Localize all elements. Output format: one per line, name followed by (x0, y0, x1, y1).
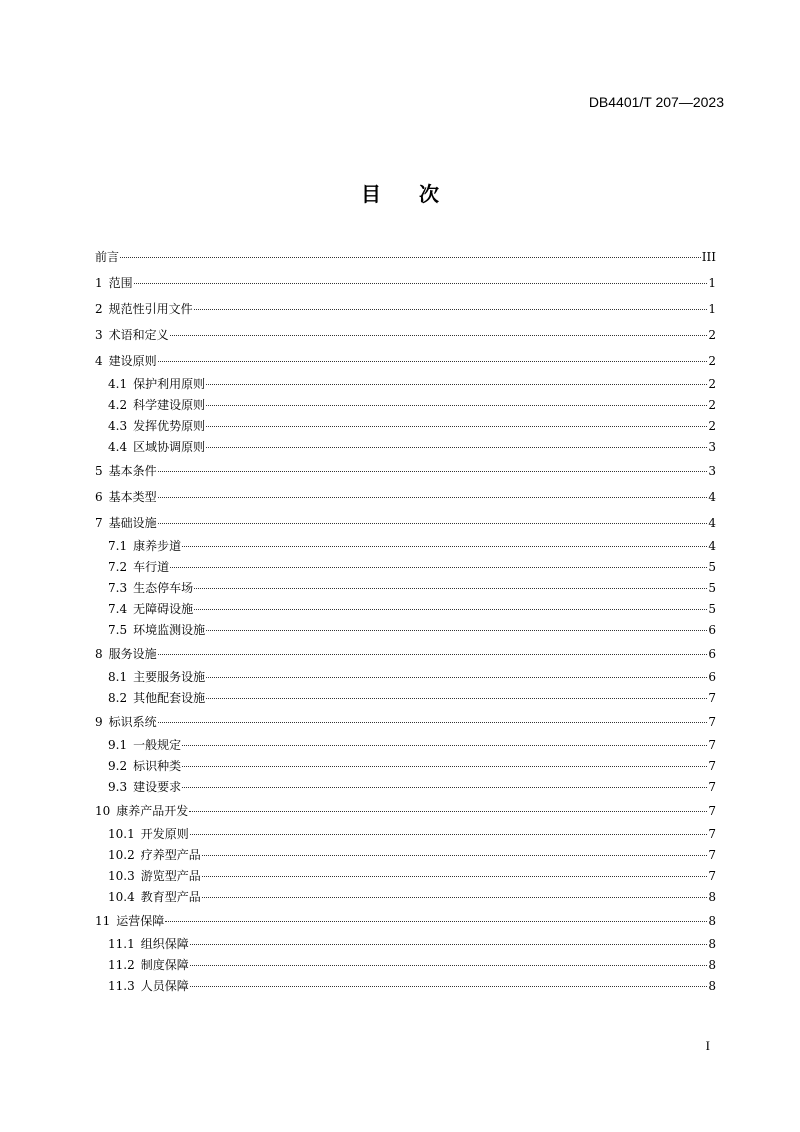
toc-entry-label: 其他配套设施 (133, 691, 206, 705)
toc-entry-page: 3 (708, 440, 716, 454)
toc-entry-label: 基本条件 (108, 464, 157, 478)
toc-entry-page: 8 (708, 890, 716, 904)
toc-entry-label: 运营保障 (116, 914, 165, 928)
dot-leader (182, 786, 707, 788)
toc-entry-label: 术语和定义 (108, 328, 169, 342)
toc-entry-label: 基本类型 (108, 490, 157, 504)
toc-entry-page: 3 (708, 464, 716, 478)
toc-entry-page: 7 (708, 804, 716, 818)
toc-entry-page: 2 (708, 419, 716, 433)
toc-entry-label: 康养步道 (133, 539, 182, 553)
dot-leader (202, 854, 707, 856)
toc-entry-number: 7.5 (108, 623, 128, 637)
dot-leader (190, 964, 707, 966)
toc-entry-number: 7.1 (108, 539, 128, 553)
toc-entry-label: 一般规定 (133, 738, 182, 752)
toc-entry[interactable] (95, 510, 716, 536)
toc-entry[interactable] (95, 777, 716, 798)
dot-leader (158, 721, 707, 723)
toc-entry-label: 保护利用原则 (133, 377, 206, 391)
toc-entry-page: 4 (708, 490, 716, 504)
dot-leader (134, 282, 707, 284)
toc-entry[interactable] (95, 484, 716, 510)
toc-entry-page: 2 (708, 328, 716, 342)
toc-entry-label: 建设要求 (133, 780, 182, 794)
dot-leader (170, 334, 707, 336)
toc-entry[interactable] (95, 955, 716, 976)
toc-entry-number: 4.4 (108, 440, 128, 454)
dot-leader (206, 446, 707, 448)
toc-entry-page: 7 (708, 715, 716, 729)
toc-entry-label: 开发原则 (140, 827, 189, 841)
toc-entry-number: 7.4 (108, 602, 128, 616)
toc-entry-label: 科学建设原则 (133, 398, 206, 412)
toc-entry-page: 2 (708, 377, 716, 391)
toc-entry-label: 疗养型产品 (140, 848, 201, 862)
toc-entry[interactable] (95, 395, 716, 416)
dot-leader (206, 629, 707, 631)
dot-leader (170, 566, 707, 568)
toc-entry-number: 1 (95, 276, 103, 290)
toc-entry-number: 11.1 (108, 937, 135, 951)
toc-entry[interactable] (95, 887, 716, 908)
toc-entry-number: 4.3 (108, 419, 128, 433)
toc-entry-page: 1 (708, 276, 716, 290)
toc-entry-label: 主要服务设施 (133, 670, 206, 684)
toc-entry-page: 7 (708, 869, 716, 883)
toc-entry[interactable] (95, 458, 716, 484)
toc-entry-page: 2 (708, 354, 716, 368)
toc-entry-number: 10.4 (108, 890, 135, 904)
table-of-contents (95, 244, 716, 997)
toc-entry[interactable] (95, 845, 716, 866)
page-number: I (705, 1038, 710, 1053)
toc-entry-page: 8 (708, 979, 716, 993)
toc-entry-number: 10.3 (108, 869, 135, 883)
toc-entry[interactable] (95, 641, 716, 667)
toc-entry-number: 4 (95, 354, 103, 368)
dot-leader (182, 744, 707, 746)
toc-entry-label: 规范性引用文件 (108, 302, 193, 316)
toc-entry-label: 前言 (95, 250, 120, 264)
toc-entry-page: 6 (708, 670, 716, 684)
toc-entry-label: 发挥优势原则 (133, 419, 206, 433)
dot-leader (158, 522, 707, 524)
dot-leader (182, 765, 707, 767)
toc-entry-number: 8.2 (108, 691, 128, 705)
toc-entry[interactable] (95, 536, 716, 557)
toc-entry-label: 游览型产品 (140, 869, 201, 883)
toc-entry-number: 5 (95, 464, 103, 478)
dot-leader (206, 425, 707, 427)
toc-entry-number: 11 (95, 914, 111, 928)
toc-entry-page: 7 (708, 848, 716, 862)
toc-entry[interactable] (95, 416, 716, 437)
toc-entry[interactable] (95, 322, 716, 348)
toc-entry-number: 8 (95, 647, 103, 661)
toc-entry[interactable] (95, 244, 716, 270)
toc-entry[interactable] (95, 976, 716, 997)
toc-entry-page: 5 (708, 602, 716, 616)
toc-entry-number: 3 (95, 328, 103, 342)
toc-entry-number: 2 (95, 302, 103, 316)
toc-entry[interactable] (95, 756, 716, 777)
toc-entry-page: 7 (708, 738, 716, 752)
toc-entry-number: 7 (95, 516, 103, 530)
toc-entry-label: 教育型产品 (140, 890, 201, 904)
dot-leader (158, 360, 707, 362)
toc-entry-page: 8 (708, 937, 716, 951)
dot-leader (206, 383, 707, 385)
toc-entry-number: 9.3 (108, 780, 128, 794)
toc-entry-label: 人员保障 (140, 979, 189, 993)
toc-entry-number: 11.3 (108, 979, 135, 993)
toc-entry-number: 10.2 (108, 848, 135, 862)
toc-entry-page: 5 (708, 581, 716, 595)
toc-entry[interactable] (95, 709, 716, 735)
dot-leader (182, 545, 707, 547)
dot-leader (190, 943, 707, 945)
toc-entry-label: 基础设施 (108, 516, 157, 530)
dot-leader (189, 810, 707, 812)
toc-entry[interactable] (95, 667, 716, 688)
toc-entry-number: 7.2 (108, 560, 128, 574)
toc-entry-number: 8.1 (108, 670, 128, 684)
toc-entry[interactable] (95, 866, 716, 887)
toc-entry-number: 4.1 (108, 377, 128, 391)
toc-entry-page: 4 (708, 516, 716, 530)
title-char-2: 次 (419, 182, 439, 206)
toc-entry-page: 2 (708, 398, 716, 412)
dot-leader (165, 920, 707, 922)
toc-entry-number: 7.3 (108, 581, 128, 595)
toc-entry-page: 8 (708, 958, 716, 972)
toc-entry[interactable] (95, 270, 716, 296)
toc-entry-page: 4 (708, 539, 716, 553)
toc-entry[interactable] (95, 735, 716, 756)
toc-entry-page: 5 (708, 560, 716, 574)
toc-entry-page: 7 (708, 759, 716, 773)
toc-entry-label: 无障碍设施 (133, 602, 194, 616)
toc-entry[interactable] (95, 908, 716, 934)
toc-entry[interactable] (95, 620, 716, 641)
toc-entry[interactable] (95, 688, 716, 709)
toc-entry-label: 环境监测设施 (133, 623, 206, 637)
dot-leader (202, 875, 707, 877)
dot-leader (206, 404, 707, 406)
dot-leader (194, 608, 707, 610)
toc-entry-label: 康养产品开发 (116, 804, 189, 818)
toc-entry-number: 9.2 (108, 759, 128, 773)
toc-entry-label: 服务设施 (108, 647, 157, 661)
toc-entry-label: 范围 (108, 276, 133, 290)
toc-entry-number: 9 (95, 715, 103, 729)
dot-leader (158, 496, 707, 498)
toc-entry-page: 7 (708, 780, 716, 794)
toc-entry-label: 标识系统 (108, 715, 157, 729)
toc-entry[interactable] (95, 348, 716, 374)
toc-entry-label: 制度保障 (140, 958, 189, 972)
dot-leader (190, 985, 707, 987)
toc-entry-page: 7 (708, 827, 716, 841)
dot-leader (158, 470, 707, 472)
toc-entry[interactable] (95, 798, 716, 824)
document-code: DB4401/T 207—2023 (588, 94, 724, 110)
toc-entry-page: 8 (708, 914, 716, 928)
dot-leader (190, 833, 707, 835)
toc-entry[interactable] (95, 374, 716, 395)
dot-leader (194, 308, 707, 310)
dot-leader (206, 697, 707, 699)
toc-entry-label: 车行道 (133, 560, 170, 574)
toc-entry[interactable] (95, 437, 716, 458)
toc-entry-page: III (701, 250, 716, 264)
toc-entry-page: 7 (708, 691, 716, 705)
toc-entry[interactable] (95, 599, 716, 620)
dot-leader (202, 896, 707, 898)
toc-entry-label: 组织保障 (140, 937, 189, 951)
toc-entry-number: 10 (95, 804, 111, 818)
toc-entry[interactable] (95, 296, 716, 322)
toc-entry-page: 6 (708, 623, 716, 637)
toc-entry[interactable] (95, 824, 716, 845)
toc-entry-number: 11.2 (108, 958, 135, 972)
toc-entry-page: 6 (708, 647, 716, 661)
dot-leader (120, 256, 701, 258)
toc-entry-number: 10.1 (108, 827, 135, 841)
toc-entry-label: 建设原则 (108, 354, 157, 368)
toc-entry-label: 区域协调原则 (133, 440, 206, 454)
toc-entry-page: 1 (708, 302, 716, 316)
toc-entry-number: 4.2 (108, 398, 128, 412)
dot-leader (206, 676, 707, 678)
toc-entry-label: 标识种类 (133, 759, 182, 773)
toc-entry[interactable] (95, 934, 716, 955)
toc-entry-label: 生态停车场 (133, 581, 194, 595)
toc-entry-number: 6 (95, 490, 103, 504)
page-title (0, 178, 800, 207)
dot-leader (158, 653, 707, 655)
toc-entry[interactable] (95, 557, 716, 578)
toc-entry-number: 9.1 (108, 738, 128, 752)
dot-leader (194, 587, 707, 589)
title-char-1: 目 (361, 182, 381, 206)
toc-entry[interactable] (95, 578, 716, 599)
